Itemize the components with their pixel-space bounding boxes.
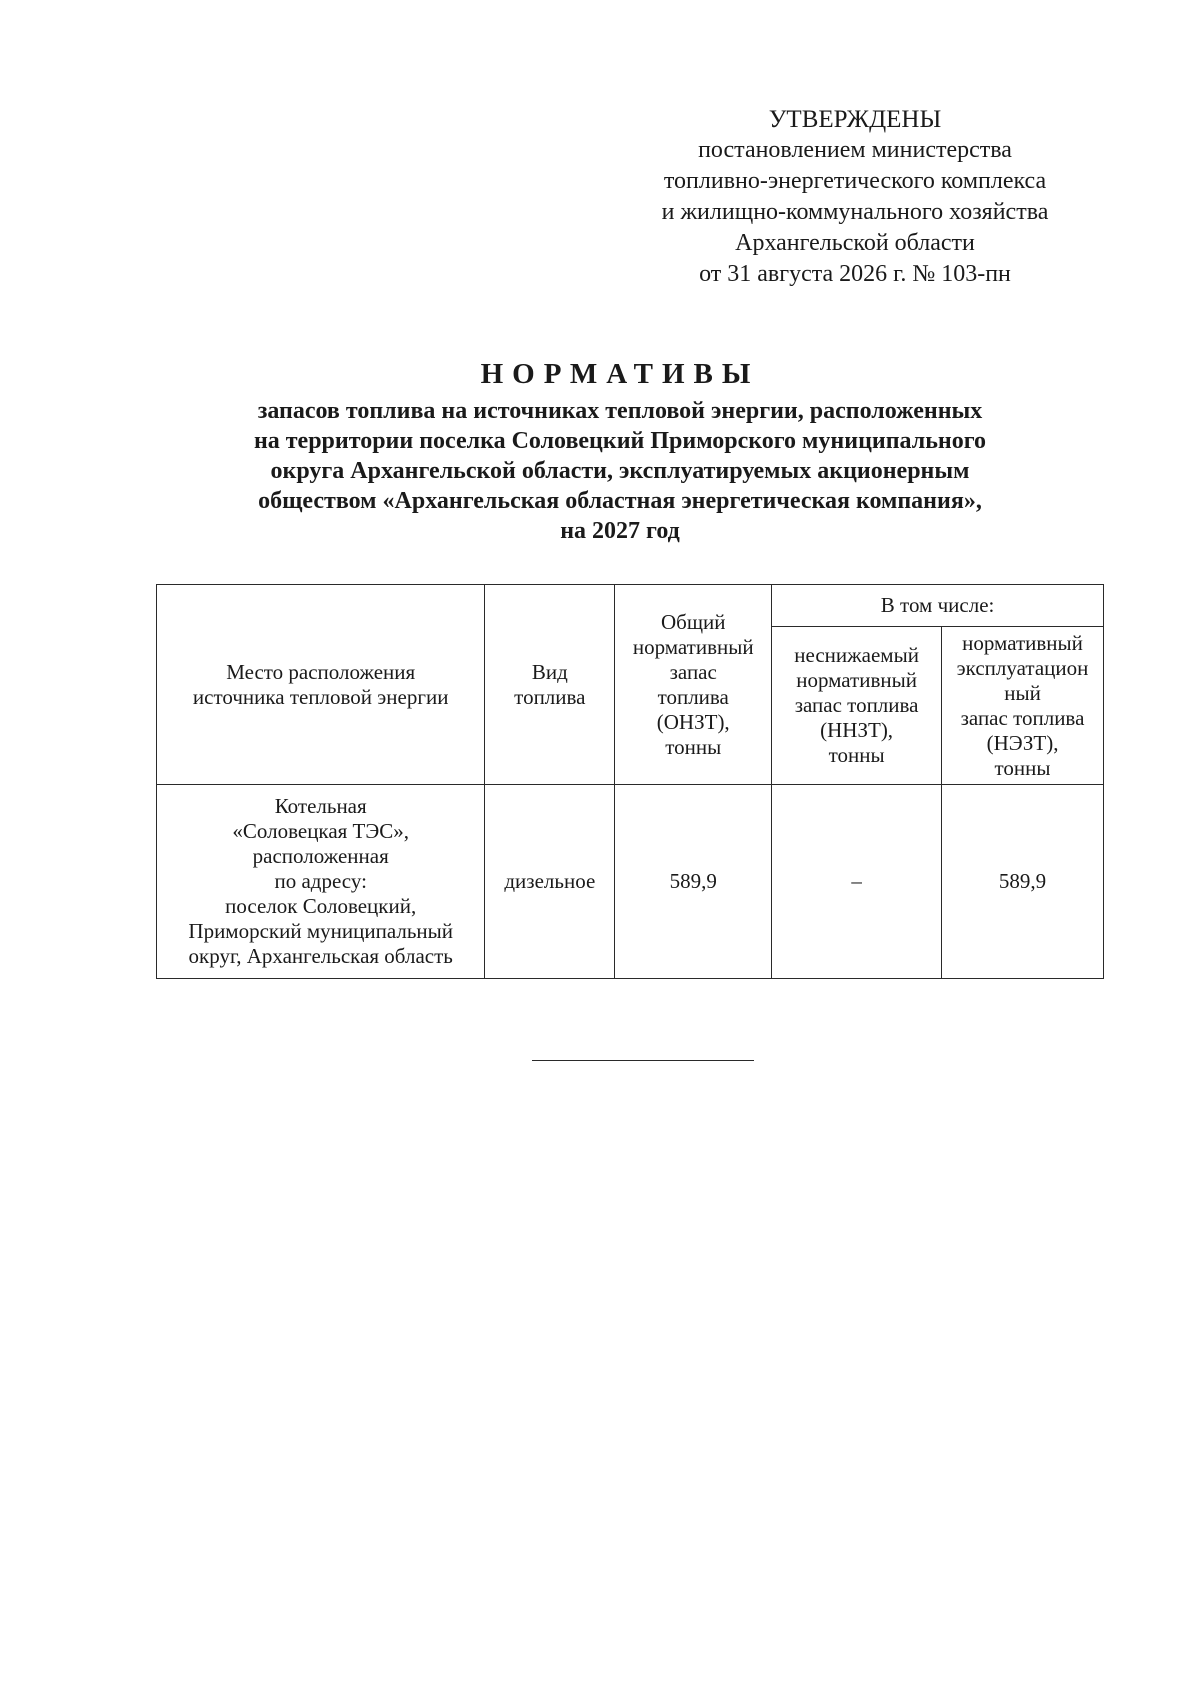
document-title — [180, 356, 1060, 546]
cell-total-reserve: 589,9 — [615, 785, 772, 979]
approval-line: и жилищно-коммунального хозяйства — [661, 199, 1049, 225]
fuel-norms-table — [156, 584, 1104, 979]
approval-date-number: от 31 августа 2026 г. № 103-пн — [699, 261, 1011, 287]
cell-nezt: 589,9 — [942, 785, 1104, 979]
header-total-reserve: Общий нормативный запас топлива (ОНЗТ), тонны — [615, 585, 772, 785]
header-location: Место расположения источника тепловой энергии — [157, 585, 485, 785]
approval-block — [620, 104, 1090, 290]
document-subtitle-line: на 2027 год — [560, 518, 680, 544]
approval-title: УТВЕРЖДЕНЫ — [768, 106, 942, 133]
header-nnzt: неснижаемый нормативный запас топлива (ННЗТ), тонны — [772, 627, 942, 785]
approval-line: Архангельской области — [735, 230, 975, 256]
header-fuel-type: Вид топлива — [485, 585, 615, 785]
header-nezt: нормативный эксплуатацион ный запас топлива (НЭЗТ), тонны — [942, 627, 1104, 785]
table-header-row — [157, 585, 1104, 627]
cell-nnzt: – — [772, 785, 942, 979]
document-subtitle-line: на территории поселка Соловецкий Приморского муниципального — [253, 428, 987, 454]
header-including: В том числе: — [772, 585, 1104, 627]
document-subtitle-line: запасов топлива на источниках тепловой энергии, расположенных — [257, 398, 983, 424]
cell-location: Котельная «Соловецкая ТЭС», расположенная по адресу: поселок Соловецкий, Приморский муниципальный округ, Архангельская область — [157, 785, 485, 979]
document-subtitle-line: обществом «Архангельская областная энергетическая компания», — [258, 488, 982, 514]
table-row — [157, 785, 1104, 979]
end-divider-line — [532, 1060, 754, 1061]
document-heading: НОРМАТИВЫ — [480, 358, 760, 390]
cell-fuel-type: дизельное — [485, 785, 615, 979]
document-subtitle-line: округа Архангельской области, эксплуатируемых акционерным — [270, 458, 970, 484]
approval-line: постановлением министерства — [698, 137, 1012, 163]
approval-line: топливно-энергетического комплекса — [663, 168, 1047, 194]
